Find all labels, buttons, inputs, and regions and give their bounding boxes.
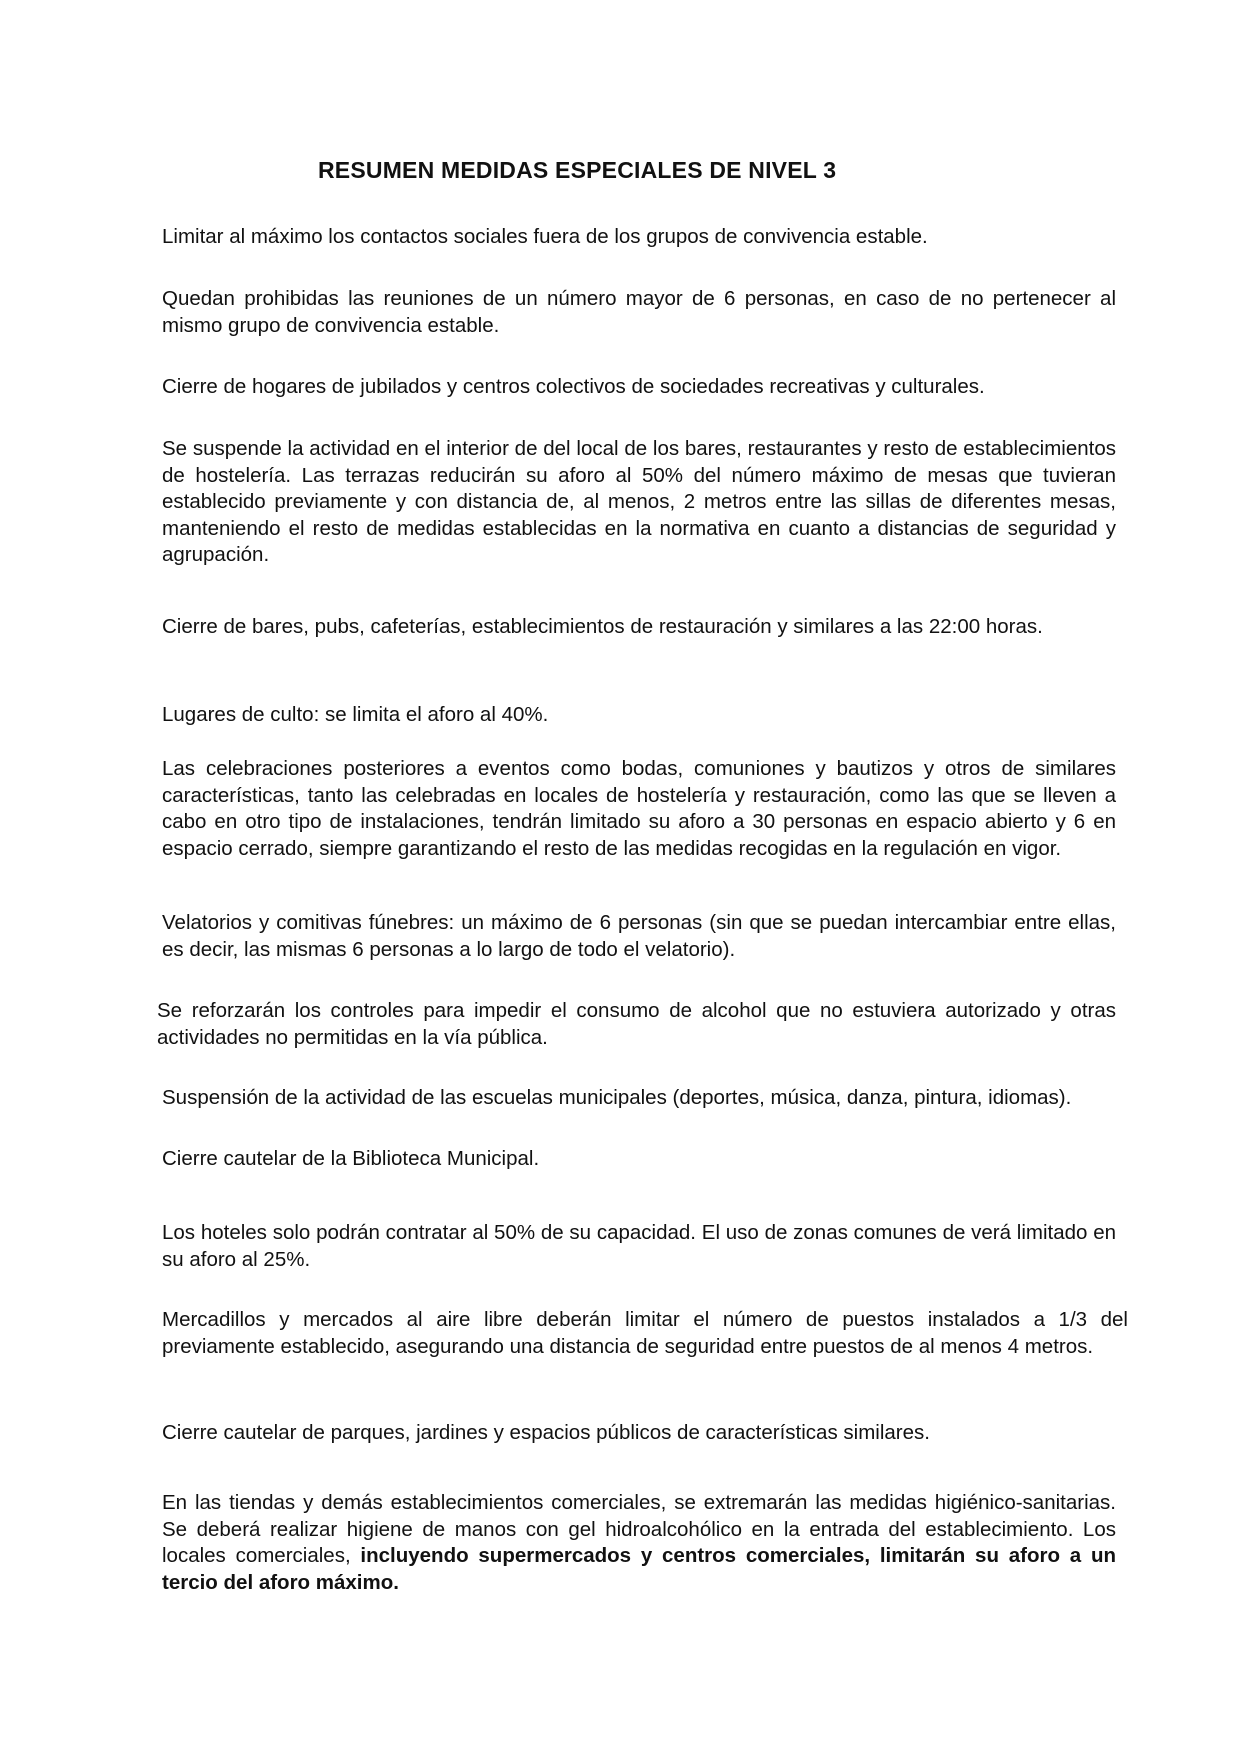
measure-social-contacts: Limitar al máximo los contactos sociales fuera de los grupos de convivencia estable. [162,225,928,248]
measure-municipal-schools: Suspensión de la actividad de las escuelas municipales (deportes, música, danza, pintura, idiomas). [162,1086,1072,1109]
measure-alcohol-controls: Se reforzarán los controles para impedir el consumo de alcohol que no estuviera autorizado y otras actividades no permitidas en la vía pública. [157,999,1116,1049]
document-title: RESUMEN MEDIDAS ESPECIALES DE NIVEL 3 [318,157,837,183]
measure-parks: Cierre cautelar de parques, jardines y espacios públicos de características similares. [162,1421,930,1444]
measure-shops-text: En las tiendas y demás establecimientos comerciales, se extremarán las medidas higiénico-sanitarias. Se deberá realizar higiene de manos con gel hidroalcohólico en la entrada del establecimiento. Los locales comerciales, [162,1491,1116,1567]
measure-shops-emphasis: incluyendo supermercados y centros comerciales, limitarán su aforo a un tercio del aforo máximo. [162,1544,1116,1594]
measure-hospitality-interior: Se suspende la actividad en el interior de del local de los bares, restaurantes y resto de establecimientos de hostelería. Las terrazas reducirán su aforo al 50% del número máximo de mesas que tuvieran establecido previamente y con distancia de, al menos, 2 metros entre las sillas de diferentes mesas, manteniendo el resto de medidas establecidas en la normativa en cuanto a distancias de seguridad y agrupación. [162,437,1116,566]
measure-library: Cierre cautelar de la Biblioteca Municipal. [162,1147,540,1170]
measure-wakes: Velatorios y comitivas fúnebres: un máximo de 6 personas (sin que se puedan intercambiar entre ellas, es decir, las mismas 6 personas a lo largo de todo el velatorio). [162,911,1116,961]
measure-places-of-worship: Lugares de culto: se limita el aforo al 40%. [162,703,549,726]
measure-markets: Mercadillos y mercados al aire libre deberán limitar el número de puestos instalados a 1/3 del previamente establecido, asegurando una distancia de seguridad entre puestos de al menos 4 metros. [162,1308,1128,1358]
measure-shops [162,1490,1116,1596]
measure-celebrations: Las celebraciones posteriores a eventos como bodas, comuniones y bautizos y otros de similares características, tanto las celebradas en locales de hostelería y restauración, como las que se lleven a cabo en otro tipo de instalaciones, tendrán limitado su aforo a 30 personas en espacio abierto y 6 en espacio cerrado, siempre garantizando el resto de las medidas recogidas en la regulación en vigor. [162,757,1116,860]
measure-bar-closing: Cierre de bares, pubs, cafeterías, establecimientos de restauración y similares a las 22:00 horas. [162,615,1043,638]
measure-gatherings: Quedan prohibidas las reuniones de un número mayor de 6 personas, en caso de no pertenecer al mismo grupo de convivencia estable. [162,287,1116,337]
measure-hotels: Los hoteles solo podrán contratar al 50% de su capacidad. El uso de zonas comunes de verá limitado en su aforo al 25%. [162,1221,1116,1271]
measure-retiree-centers: Cierre de hogares de jubilados y centros colectivos de sociedades recreativas y culturales. [162,375,985,398]
